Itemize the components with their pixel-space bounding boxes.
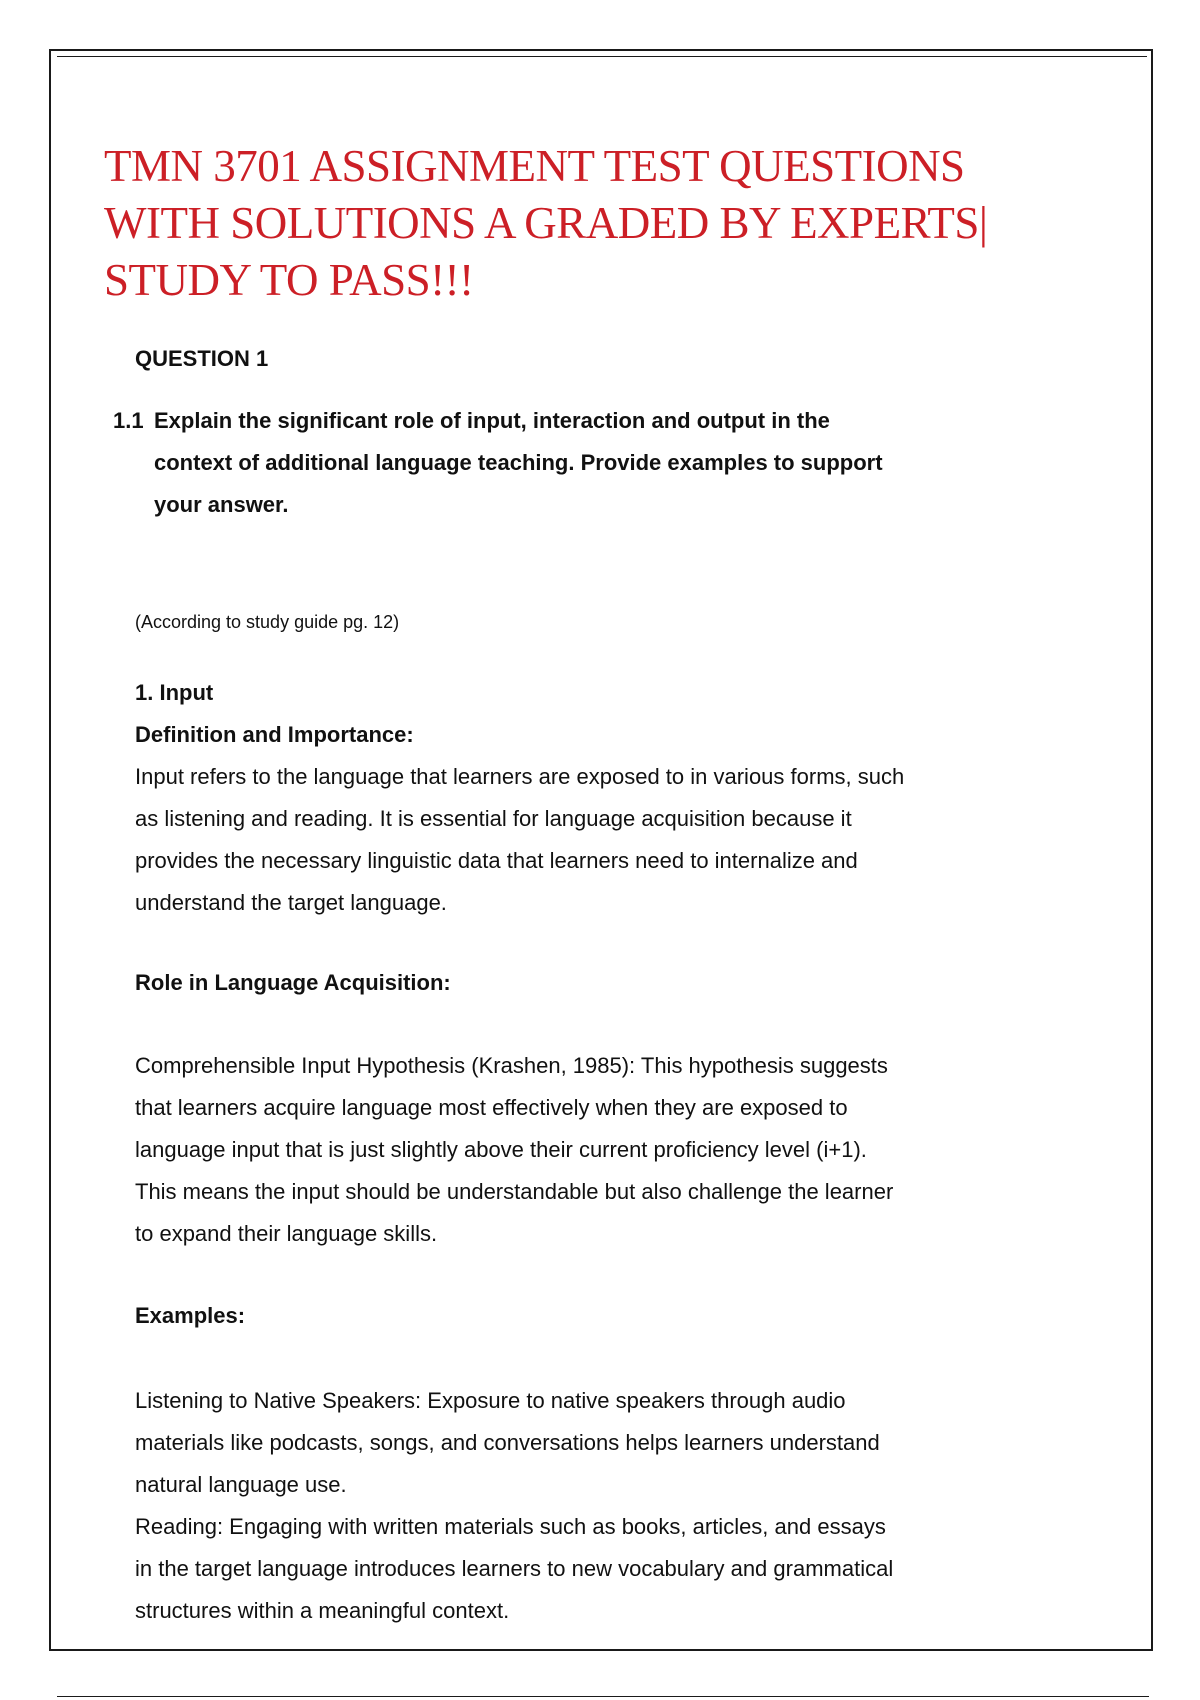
question-line: Explain the significant role of input, interaction and output in the xyxy=(154,408,830,433)
examples-heading-block xyxy=(135,1295,1015,1337)
definition-line: understand the target language. xyxy=(135,890,447,915)
question-heading: QUESTION 1 xyxy=(135,346,269,371)
examples-paragraph xyxy=(135,1380,1015,1632)
role-heading: Role in Language Acquisition: xyxy=(135,970,451,995)
reference-note: (According to study guide pg. 12) xyxy=(135,612,400,632)
definition-line: provides the necessary linguistic data that learners need to internalize and xyxy=(135,848,858,873)
role-paragraph xyxy=(135,1045,1015,1255)
examples-heading: Examples: xyxy=(135,1303,246,1328)
example-line: Listening to Native Speakers: Exposure to native speakers through audio xyxy=(135,1388,846,1413)
question-line: context of additional language teaching. Provide examples to support xyxy=(154,450,883,475)
title-line: WITH SOLUTIONS A GRADED BY EXPERTS| xyxy=(104,198,988,248)
definition-heading: Definition and Importance: xyxy=(135,722,414,747)
example-line: materials like podcasts, songs, and conversations helps learners understand xyxy=(135,1430,880,1455)
example-line: in the target language introduces learners to new vocabulary and grammatical xyxy=(135,1556,894,1581)
example-line: Reading: Engaging with written materials such as books, articles, and essays xyxy=(135,1514,886,1539)
document-title xyxy=(104,138,1004,309)
role-line: language input that is just slightly above their current proficiency level (i+1). xyxy=(135,1137,867,1162)
example-line: structures within a meaningful context. xyxy=(135,1598,510,1623)
bottom-rule xyxy=(57,1696,1149,1697)
definition-line: Input refers to the language that learners are exposed to in various forms, such xyxy=(135,764,905,789)
definition-line: as listening and reading. It is essential for language acquisition because it xyxy=(135,806,852,831)
role-heading-block xyxy=(135,962,1015,1004)
section-title: 1. Input xyxy=(135,680,214,705)
question-number: 1.1 xyxy=(113,408,144,433)
top-rule xyxy=(57,56,1147,57)
question-text xyxy=(113,400,993,526)
question-line: your answer. xyxy=(154,492,289,517)
role-line: Comprehensible Input Hypothesis (Krashen, 1985): This hypothesis suggests xyxy=(135,1053,888,1078)
role-line: that learners acquire language most effectively when they are exposed to xyxy=(135,1095,848,1120)
role-line: This means the input should be understandable but also challenge the learner xyxy=(135,1179,894,1204)
example-line: natural language use. xyxy=(135,1472,347,1497)
title-line: TMN 3701 ASSIGNMENT TEST QUESTIONS xyxy=(104,141,965,191)
input-section xyxy=(135,672,1015,924)
title-line: STUDY TO PASS!!! xyxy=(104,255,474,305)
role-line: to expand their language skills. xyxy=(135,1221,438,1246)
